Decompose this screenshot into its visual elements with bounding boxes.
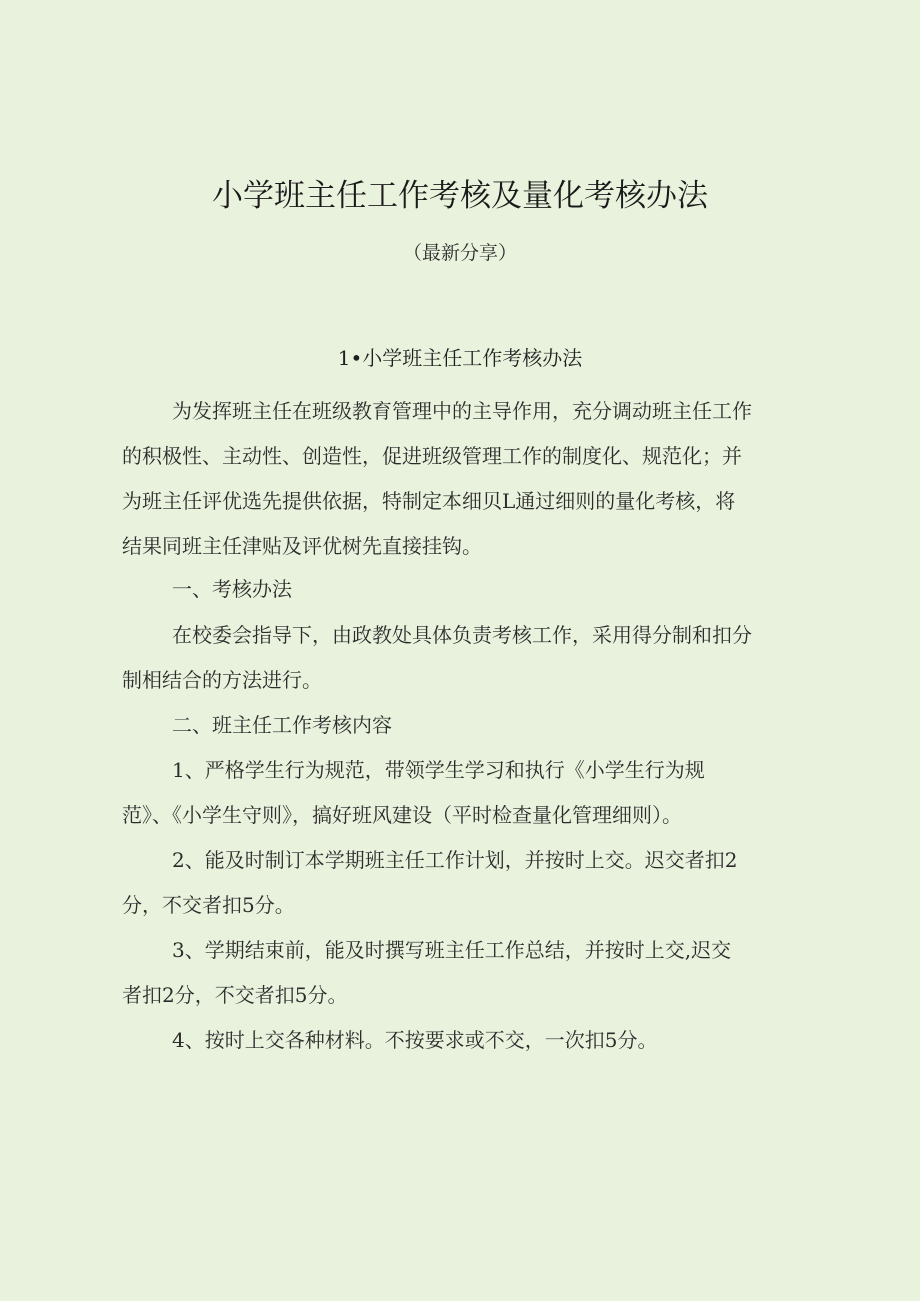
section-heading: 1•小学班主任工作考核办法 bbox=[337, 346, 583, 370]
document-title: 小学班主任工作考核及量化考核办法 bbox=[212, 178, 708, 214]
paragraph-line: 1、严格学生行为规范，带领学生学习和执行《小学生行为规 bbox=[172, 758, 705, 782]
paragraph-line: 者扣2分，不交者扣5分。 bbox=[122, 983, 348, 1007]
paragraph-line: 4、按时上交各种材料。不按要求或不交，一次扣5分。 bbox=[172, 1028, 658, 1052]
list-item-2 bbox=[122, 838, 802, 928]
paragraph-line: 的积极性、主动性、创造性，促进班级管理工作的制度化、规范化；并 bbox=[122, 444, 742, 468]
list-item-3 bbox=[122, 928, 802, 1018]
paragraph-line: 结果同班主任津贴及评优树先直接挂钩。 bbox=[122, 534, 482, 558]
document-subtitle: （最新分享） bbox=[402, 242, 517, 264]
paragraph-intro bbox=[122, 389, 802, 569]
paragraph-line: 范》、《小学生守则》，搞好班风建设（平时检查量化管理细则）。 bbox=[122, 803, 682, 827]
list-item-1 bbox=[122, 748, 802, 838]
subheading-assessment-content bbox=[122, 703, 802, 748]
paragraph-line: 制相结合的方法进行。 bbox=[122, 668, 322, 692]
paragraph-line: 二、班主任工作考核内容 bbox=[172, 713, 392, 737]
list-item-4 bbox=[122, 1018, 802, 1063]
paragraph-method bbox=[122, 613, 802, 703]
paragraph-line: 在校委会指导下，由政教处具体负责考核工作，采用得分制和扣分 bbox=[172, 623, 752, 647]
paragraph-line: 3、学期结束前，能及时撰写班主任工作总结，并按时上交,迟交 bbox=[172, 938, 732, 962]
paragraph-line: 2、能及时制订本学期班主任工作计划，并按时上交。迟交者扣2 bbox=[172, 848, 738, 872]
paragraph-line: 为发挥班主任在班级教育管理中的主导作用，充分调动班主任工作 bbox=[172, 399, 752, 423]
paragraph-line: 分，不交者扣5分。 bbox=[122, 893, 295, 917]
paragraph-line: 一、考核办法 bbox=[172, 577, 292, 601]
subheading-assessment-method bbox=[122, 567, 802, 612]
paragraph-line: 为班主任评优选先提供依据，特制定本细贝L通过细则的量化考核，将 bbox=[122, 489, 736, 513]
